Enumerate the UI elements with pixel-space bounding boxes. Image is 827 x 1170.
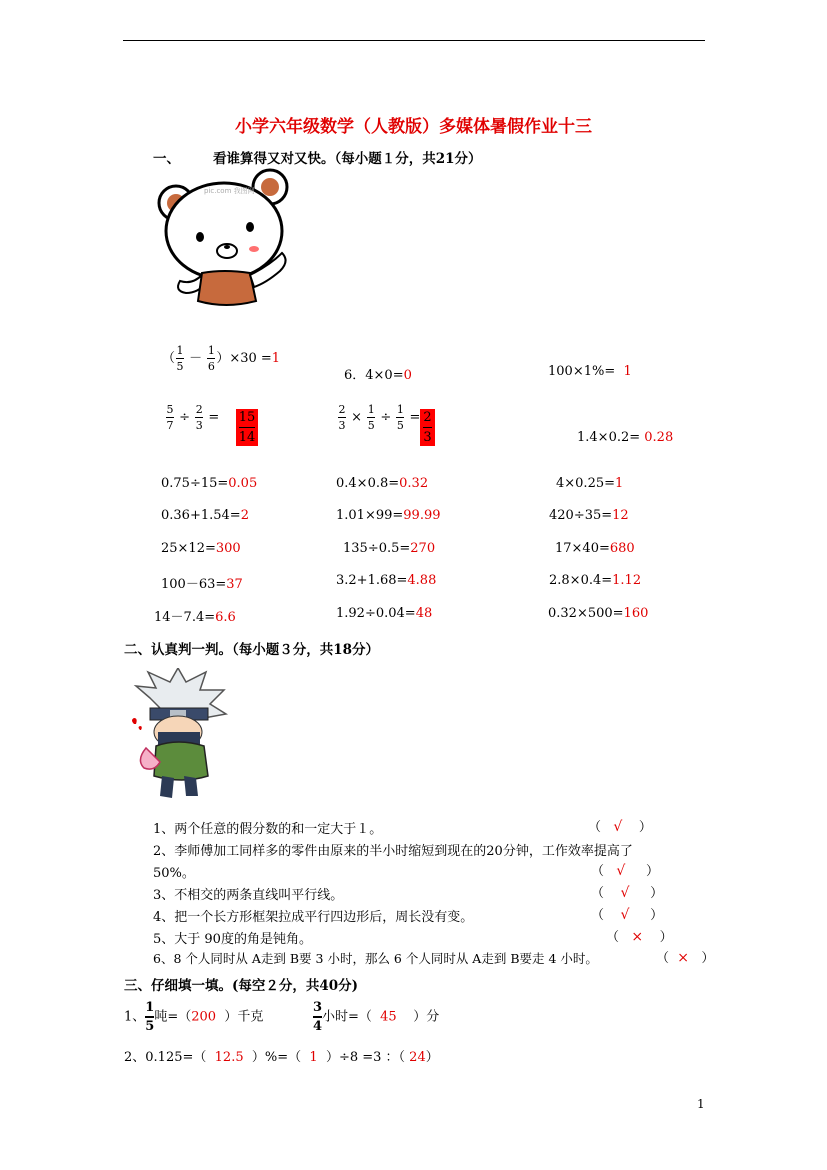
minus-sign: － [189, 351, 203, 366]
fraction: $\frac{1}{5}$ [176, 344, 184, 373]
check-mark: √ [613, 819, 623, 835]
problem-6-1: 100－63=37 [161, 577, 243, 592]
cross-mark: × [677, 950, 689, 966]
check-mark: √ [620, 907, 630, 923]
problem-2-3: 1.4×0.2= 0.28 [577, 430, 674, 445]
problem-7-2: 1.92÷0.04=48 [336, 606, 433, 621]
judge-item-1: 1、两个任意的假分数的和一定大于１。 [153, 822, 383, 837]
problem-2-2: $\frac{2}{3}$ × $\frac{1}{5}$ ÷ $\frac{1}{5}$ = $\frac{2}{3}$ [337, 404, 435, 446]
answer: 0.32 [399, 476, 429, 491]
problem-7-1: 14－7.4=6.6 [154, 610, 236, 625]
answer: 12.5 [214, 1050, 244, 1065]
answer: 4.88 [407, 573, 437, 588]
answer: 24 [409, 1050, 426, 1065]
judge-answer-3: （ √ ） [591, 885, 664, 901]
problem-4-2: 1.01×99=99.99 [336, 508, 441, 523]
section2-heading: 二、认真判一判。（每小题３分，共18分） [124, 642, 380, 658]
problem-2-1: $\frac{5}{7}$ ÷ $\frac{2}{3}$ = $\frac{15}{14}$ [165, 404, 258, 446]
answer: 1.12 [612, 573, 642, 588]
problem-1-3: 100×1%= 1 [548, 364, 632, 379]
problem-5-1: 25×12=300 [161, 541, 241, 556]
problem-4-1: 0.36+1.54=2 [161, 508, 249, 523]
problem-7-3: 0.32×500=160 [548, 606, 649, 621]
answer-highlight: $\frac{15}{14}$ [236, 409, 259, 446]
fraction: $\frac{3}{4}$ [312, 1000, 322, 1034]
fill-question-1: 1、 $\frac{1}{5}$ 吨=（200 ）千克 $\frac{3}{4}$ 小时=（ 45 ）分 [124, 1000, 440, 1034]
answer: 270 [410, 541, 436, 556]
section1-number: 一、 [153, 151, 180, 167]
judge-answer-4: （ √ ） [591, 907, 664, 923]
fraction: $\frac{1}{5}$ [145, 1000, 155, 1034]
section3-heading: 三、仔细填一填。(每空２分，共40分) [124, 978, 359, 994]
answer: 300 [215, 541, 241, 556]
check-mark: √ [620, 885, 630, 901]
answer-highlight: $\frac{2}{3}$ [420, 409, 434, 446]
page-number: 1 [697, 1097, 705, 1111]
judge-item-2: 2、李师傅加工同样多的零件由原来的半小时缩短到现在的20分钟，工作效率提高了 [153, 844, 633, 859]
problem-1-2: 6．4×0=0 [344, 368, 412, 383]
answer: 1 [623, 364, 632, 379]
section1-heading: 看谁算得又对又快。（每小题１分，共21分） [213, 151, 482, 167]
answer: 1 [615, 476, 624, 491]
judge-answer-5: （ × ） [606, 929, 673, 945]
judge-item-4: 4、把一个长方形框架拉成平行四边形后，周长没有变。 [153, 910, 474, 925]
answer: 680 [609, 541, 635, 556]
answer: 160 [623, 606, 649, 621]
answer: 45 [380, 1009, 397, 1025]
header-rule [123, 40, 705, 41]
problem-3-2: 0.4×0.8=0.32 [336, 476, 429, 491]
cross-mark: × [631, 929, 644, 945]
watermark-text: pic.com 我图网 [204, 187, 255, 195]
problem-5-2: 135÷0.5=270 [343, 541, 436, 556]
problem-5-3: 17×40=680 [555, 541, 635, 556]
answer: 1 [309, 1050, 318, 1065]
answer: 2 [240, 508, 249, 523]
problem-6-3: 2.8×0.4=1.12 [549, 573, 642, 588]
answer: 48 [415, 606, 433, 621]
answer: 0 [403, 368, 412, 383]
answer: 200 [191, 1009, 217, 1025]
check-mark: √ [616, 863, 626, 879]
fraction: $\frac{1}{6}$ [207, 344, 215, 373]
ninja-illustration [126, 668, 230, 804]
answer: 12 [612, 508, 629, 523]
judge-item-3: 3、不相交的两条直线叫平行线。 [153, 888, 344, 903]
open-paren: （ [162, 351, 176, 366]
judge-item-6: 6、8 个人同时从 A走到 B要 3 小时，那么 6 个人同时从 A走到 B要走 4 小时。 [153, 951, 598, 966]
judge-answer-2: （ √ ） [591, 863, 659, 879]
judge-item-5: 5、大于 90度的角是钝角。 [153, 932, 312, 947]
judge-item-2-cont: 50%。 [153, 866, 195, 881]
problem-6-2: 3.2+1.68=4.88 [336, 573, 437, 588]
bear-illustration [152, 165, 294, 313]
page-title: 小学六年级数学（人教版）多媒体暑假作业十三 [235, 117, 592, 137]
judge-answer-6: （ × ） [656, 950, 715, 966]
problem-4-3: 420÷35=12 [549, 508, 629, 523]
problem-3-3: 4×0.25=1 [556, 476, 624, 491]
answer: 0.28 [644, 430, 674, 445]
answer: 37 [226, 577, 243, 592]
fill-question-2: 2、0.125=（ 12.5 ）%=（ 1 ）÷8 =3 ：（ 24） [124, 1050, 439, 1065]
problem-3-1: 0.75÷15=0.05 [161, 476, 258, 491]
answer: 0.05 [228, 476, 258, 491]
problem-1-1 [162, 345, 280, 372]
judge-answer-1: （ √ ） [588, 819, 652, 835]
answer: 99.99 [403, 508, 441, 523]
answer: 6.6 [215, 610, 236, 625]
expression-rest: ）×30 = [216, 351, 272, 366]
answer: 1 [271, 351, 281, 366]
